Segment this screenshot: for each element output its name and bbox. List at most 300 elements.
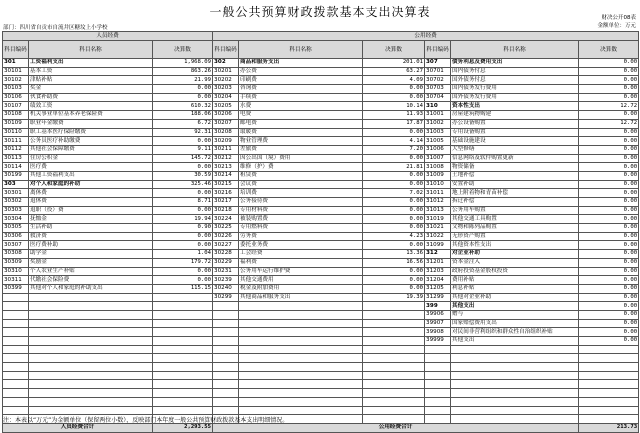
public-other-name-cell (451, 406, 579, 415)
personnel-code-cell (3, 397, 29, 406)
public-goods-amount-cell: 0.00 (363, 241, 425, 250)
personnel-amount-cell (153, 310, 213, 319)
public-goods-code-cell: 30213 (213, 163, 239, 172)
public-goods-code-cell: 30225 (213, 224, 239, 233)
personnel-amount-cell: 145.72 (153, 154, 213, 163)
public-goods-code-cell: 30216 (213, 189, 239, 198)
personnel-name-cell (29, 371, 153, 380)
public-other-code-cell: 31021 (425, 224, 451, 233)
public-goods-code-cell: 30212 (213, 154, 239, 163)
personnel-total-label: 人员经费合计 (3, 423, 153, 432)
personnel-name-cell: 基本工资 (29, 67, 153, 76)
public-goods-name-cell: 电费 (239, 111, 363, 120)
public-goods-name-cell: 商品和服务支出 (239, 59, 363, 68)
personnel-name-cell (29, 319, 153, 328)
public-goods-name-cell (239, 380, 363, 389)
public-goods-name-cell: 租赁费 (239, 171, 363, 180)
public-other-name-cell (451, 389, 579, 398)
public-other-amount-cell: 0.00 (579, 250, 639, 259)
personnel-amount-cell: 0.00 (153, 232, 213, 241)
public-other-name-cell (451, 380, 579, 389)
public-goods-amount-cell (363, 328, 425, 337)
table-row (3, 328, 639, 337)
personnel-code-cell: 30110 (3, 128, 29, 137)
public-goods-amount-cell: 10.14 (363, 102, 425, 111)
public-other-amount-cell: 0.00 (579, 267, 639, 276)
public-goods-code-cell: 30240 (213, 284, 239, 293)
personnel-code-cell: 30199 (3, 171, 29, 180)
public-other-name-cell: 政府投资基金股权投资 (451, 267, 579, 276)
public-goods-amount-cell: 21.81 (363, 163, 425, 172)
personnel-amount-cell: 0.90 (153, 224, 213, 233)
personnel-code-cell: 30111 (3, 137, 29, 146)
public-total-value: 213.73 (579, 423, 639, 432)
public-other-code-cell (425, 415, 451, 424)
personnel-name-cell: 职业年金缴费 (29, 119, 153, 128)
public-other-name-cell: 利息补贴 (451, 284, 579, 293)
public-other-code-cell: 31001 (425, 111, 451, 120)
public-goods-name-cell: 会议费 (239, 180, 363, 189)
public-goods-amount-cell: 7.02 (363, 189, 425, 198)
public-goods-name-cell: 工会经费 (239, 250, 363, 259)
public-other-amount-cell (579, 380, 639, 389)
public-other-amount-cell: 0.00 (579, 241, 639, 250)
public-other-name-cell: 专用设备购置 (451, 128, 579, 137)
code-header: 科目编码 (425, 41, 451, 59)
public-other-code-cell: 31022 (425, 232, 451, 241)
public-goods-amount-cell (363, 302, 425, 311)
public-goods-code-cell: 30207 (213, 119, 239, 128)
personnel-code-cell: 30307 (3, 241, 29, 250)
public-other-name-cell: 国内债务付息 (451, 67, 579, 76)
personnel-header: 人员经费 (3, 32, 213, 41)
public-other-name-cell: 其他对企业补助 (451, 293, 579, 302)
public-goods-code-cell: 30208 (213, 128, 239, 137)
table-row (3, 215, 639, 224)
table-row (3, 241, 639, 250)
public-other-code-cell: 39908 (425, 328, 451, 337)
personnel-name-cell: 其他对个人和家庭的补助支出 (29, 284, 153, 293)
personnel-name-cell: 救济费 (29, 232, 153, 241)
table-row (3, 119, 639, 128)
personnel-code-cell: 30114 (3, 163, 29, 172)
personnel-amount-cell: 19.94 (153, 215, 213, 224)
public-goods-name-cell (239, 354, 363, 363)
public-other-name-cell: 无形资产购置 (451, 232, 579, 241)
public-other-amount-cell (579, 406, 639, 415)
table-row (3, 345, 639, 354)
personnel-name-cell: 生活补助 (29, 224, 153, 233)
public-other-amount-cell: 12.72 (579, 119, 639, 128)
personnel-total-value: 2,293.55 (153, 423, 213, 432)
personnel-code-cell: 30304 (3, 215, 29, 224)
public-goods-name-cell: 委托业务费 (239, 241, 363, 250)
personnel-name-cell: 助学金 (29, 250, 153, 259)
public-goods-amount-cell (363, 337, 425, 346)
personnel-amount-cell: 610.32 (153, 102, 213, 111)
public-goods-name-cell: 公务接待费 (239, 198, 363, 207)
footnote: 注：本表以“万元”为金额单位（保留两位小数），反映部门本年度一般公共预算财政拨款基本支出明细情况。 (3, 417, 289, 424)
public-other-name-cell: 文物和陈列品购置 (451, 224, 579, 233)
public-goods-amount-cell: 4.14 (363, 137, 425, 146)
public-other-amount-cell: 0.00 (579, 319, 639, 328)
public-other-amount-cell: 0.00 (579, 232, 639, 241)
public-other-amount-cell: 0.00 (579, 93, 639, 102)
public-goods-amount-cell: 4.09 (363, 76, 425, 85)
table-row (3, 111, 639, 120)
personnel-code-cell: 30102 (3, 76, 29, 85)
public-other-amount-cell: 0.00 (579, 215, 639, 224)
table-row (3, 76, 639, 85)
public-other-name-cell: 对企业补助 (451, 250, 579, 259)
public-goods-name-cell: 公务用车运行维护费 (239, 267, 363, 276)
personnel-amount-cell: 0.00 (153, 85, 213, 94)
public-other-name-cell (451, 354, 579, 363)
public-goods-amount-cell: 0.00 (363, 206, 425, 215)
public-other-name-cell: 其他支出 (451, 337, 579, 346)
public-other-amount-cell: 0.00 (579, 258, 639, 267)
public-other-name-cell: 拆迁补偿 (451, 198, 579, 207)
public-other-name-cell (451, 371, 579, 380)
personnel-amount-cell: 0.00 (153, 93, 213, 102)
personnel-amount-cell: 30.59 (153, 171, 213, 180)
public-other-amount-cell: 0.00 (579, 189, 639, 198)
personnel-name-cell (29, 363, 153, 372)
public-other-name-cell: 国家赔偿费用支出 (451, 319, 579, 328)
public-other-name-cell: 物资储备 (451, 163, 579, 172)
public-goods-amount-cell: 13.36 (363, 250, 425, 259)
table-row (3, 198, 639, 207)
public-other-amount-cell (579, 389, 639, 398)
table-row (3, 102, 639, 111)
public-goods-name-cell: 福利费 (239, 258, 363, 267)
public-goods-code-cell: 30229 (213, 258, 239, 267)
public-other-amount-cell: 0.00 (579, 337, 639, 346)
public-other-code-cell (425, 354, 451, 363)
section-header-row (3, 32, 639, 41)
personnel-name-cell: 其他工资福利支出 (29, 171, 153, 180)
public-other-code-cell (425, 371, 451, 380)
public-other-amount-cell: 0.00 (579, 59, 639, 68)
personnel-code-cell: 30308 (3, 250, 29, 259)
public-goods-code-cell: 30228 (213, 250, 239, 259)
public-other-code-cell: 30702 (425, 76, 451, 85)
public-other-code-cell: 30703 (425, 85, 451, 94)
personnel-amount-cell (153, 406, 213, 415)
personnel-amount-cell: 6.72 (153, 119, 213, 128)
public-goods-code-cell: 30299 (213, 293, 239, 302)
public-other-amount-cell: 0.00 (579, 111, 639, 120)
public-other-code-cell: 312 (425, 250, 451, 259)
public-other-name-cell: 债务利息及费用支出 (451, 59, 579, 68)
personnel-name-cell: 代缴社会保险费 (29, 276, 153, 285)
table-row (3, 406, 639, 415)
public-other-code-cell: 30701 (425, 67, 451, 76)
personnel-name-cell: 医疗费 (29, 163, 153, 172)
table-row (3, 276, 639, 285)
public-goods-code-cell: 30239 (213, 276, 239, 285)
page-title: 一般公共预算财政拨款基本支出决算表 (209, 5, 431, 19)
public-other-code-cell: 310 (425, 102, 451, 111)
public-goods-code-cell: 30204 (213, 93, 239, 102)
public-other-name-cell (451, 415, 579, 424)
name-header: 科目名称 (451, 41, 579, 59)
public-goods-amount-cell: 0.00 (363, 128, 425, 137)
personnel-name-cell: 公务员医疗补助缴费 (29, 137, 153, 146)
public-other-amount-cell: 0.00 (579, 85, 639, 94)
public-other-code-cell: 31019 (425, 215, 451, 224)
public-other-amount-cell: 0.00 (579, 154, 639, 163)
public-goods-name-cell (239, 319, 363, 328)
public-other-code-cell: 399 (425, 302, 451, 311)
public-goods-code-cell (213, 371, 239, 380)
public-other-amount-cell: 0.00 (579, 284, 639, 293)
personnel-amount-cell: 9.11 (153, 145, 213, 154)
table-row (3, 67, 639, 76)
public-other-code-cell: 31204 (425, 276, 451, 285)
public-goods-amount-cell: 11.93 (363, 111, 425, 120)
personnel-code-cell: 30113 (3, 154, 29, 163)
public-goods-name-cell: 培训费 (239, 189, 363, 198)
public-other-code-cell: 31299 (425, 293, 451, 302)
public-other-name-cell: 办公设备购置 (451, 119, 579, 128)
public-goods-code-cell: 30202 (213, 76, 239, 85)
personnel-name-cell: 其他社会保障缴费 (29, 145, 153, 154)
personnel-name-cell (29, 406, 153, 415)
personnel-amount-cell (153, 293, 213, 302)
public-goods-code-cell (213, 354, 239, 363)
public-goods-name-cell: 因公出国（境）费用 (239, 154, 363, 163)
personnel-amount-cell: 1,968.09 (153, 59, 213, 68)
public-goods-code-cell: 30218 (213, 206, 239, 215)
public-goods-name-cell (239, 406, 363, 415)
public-other-name-cell (451, 397, 579, 406)
public-other-code-cell: 39907 (425, 319, 451, 328)
table-row (3, 310, 639, 319)
public-other-amount-cell: 0.00 (579, 224, 639, 233)
personnel-amount-cell: 21.99 (153, 76, 213, 85)
public-other-name-cell: 基础设施建设 (451, 137, 579, 146)
personnel-name-cell: 伙食补助费 (29, 93, 153, 102)
personnel-amount-cell: 0.00 (153, 276, 213, 285)
table-row (3, 302, 639, 311)
public-other-amount-cell (579, 354, 639, 363)
public-goods-amount-cell: 0.00 (363, 267, 425, 276)
table-row (3, 258, 639, 267)
public-goods-name-cell: 取暖费 (239, 128, 363, 137)
public-goods-name-cell: 印刷费 (239, 76, 363, 85)
personnel-code-cell (3, 371, 29, 380)
amount-header: 决算数 (363, 41, 425, 59)
personnel-amount-cell: 8.71 (153, 198, 213, 207)
table-row (3, 250, 639, 259)
personnel-name-cell (29, 397, 153, 406)
personnel-amount-cell (153, 380, 213, 389)
public-other-code-cell: 31205 (425, 284, 451, 293)
public-goods-amount-cell: 4.23 (363, 232, 425, 241)
public-goods-amount-cell (363, 406, 425, 415)
personnel-code-cell: 30112 (3, 145, 29, 154)
public-goods-amount-cell: 0.00 (363, 154, 425, 163)
public-goods-name-cell: 劳务费 (239, 232, 363, 241)
table-row (3, 363, 639, 372)
personnel-amount-cell (153, 354, 213, 363)
public-goods-name-cell: 被装购置费 (239, 215, 363, 224)
table-row (3, 171, 639, 180)
personnel-name-cell (29, 345, 153, 354)
personnel-amount-cell: 1.04 (153, 250, 213, 259)
totals-row (3, 423, 639, 432)
personnel-name-cell: 对个人和家庭的补助 (29, 180, 153, 189)
personnel-amount-cell: 0.00 (153, 206, 213, 215)
personnel-code-cell: 30108 (3, 111, 29, 120)
public-goods-code-cell (213, 319, 239, 328)
public-goods-name-cell: 专用材料费 (239, 206, 363, 215)
public-other-amount-cell: 0.00 (579, 137, 639, 146)
public-goods-amount-cell: 201.01 (363, 59, 425, 68)
public-goods-code-cell: 30224 (213, 215, 239, 224)
personnel-code-cell: 30309 (3, 258, 29, 267)
public-other-amount-cell: 0.00 (579, 180, 639, 189)
table-row (3, 293, 639, 302)
personnel-code-cell (3, 345, 29, 354)
personnel-name-cell: 津贴补贴 (29, 76, 153, 85)
personnel-amount-cell: 188.06 (153, 111, 213, 120)
public-other-name-cell: 赠与 (451, 310, 579, 319)
personnel-code-cell: 30103 (3, 85, 29, 94)
personnel-code-cell: 30305 (3, 224, 29, 233)
personnel-amount-cell: 0.00 (153, 189, 213, 198)
public-other-amount-cell: 0.00 (579, 293, 639, 302)
table-row (3, 189, 639, 198)
public-goods-code-cell: 30215 (213, 180, 239, 189)
personnel-name-cell (29, 302, 153, 311)
personnel-name-cell (29, 293, 153, 302)
public-other-amount-cell: 0.00 (579, 328, 639, 337)
public-goods-code-cell (213, 310, 239, 319)
amount-header: 决算数 (153, 41, 213, 59)
personnel-name-cell (29, 337, 153, 346)
public-other-code-cell: 31009 (425, 171, 451, 180)
public-other-name-cell: 对民间非营利组织和群众性自治组织补贴 (451, 328, 579, 337)
public-other-name-cell: 公务用车购置 (451, 206, 579, 215)
public-other-amount-cell: 0.00 (579, 302, 639, 311)
public-goods-name-cell (239, 302, 363, 311)
public-goods-amount-cell: 63.27 (363, 67, 425, 76)
personnel-amount-cell (153, 371, 213, 380)
public-goods-amount-cell: 0.00 (363, 85, 425, 94)
personnel-code-cell (3, 406, 29, 415)
public-other-code-cell (425, 389, 451, 398)
personnel-name-cell (29, 328, 153, 337)
personnel-code-cell (3, 328, 29, 337)
department-label: 部门：四川省自贡市自流井区糖坟上小学校 (3, 25, 108, 31)
personnel-amount-cell: 115.15 (153, 284, 213, 293)
public-other-name-cell: 其他资本性支出 (451, 241, 579, 250)
table-row (3, 354, 639, 363)
public-goods-code-cell: 30231 (213, 267, 239, 276)
public-other-amount-cell: 0.00 (579, 198, 639, 207)
public-other-amount-cell (579, 397, 639, 406)
personnel-name-cell: 离休费 (29, 189, 153, 198)
public-other-name-cell: 信息网络及软件购置更新 (451, 154, 579, 163)
public-goods-amount-cell (363, 354, 425, 363)
public-goods-code-cell: 302 (213, 59, 239, 68)
public-goods-amount-cell (363, 371, 425, 380)
public-other-code-cell: 31012 (425, 198, 451, 207)
public-goods-amount-cell (363, 345, 425, 354)
public-goods-amount-cell: 0.00 (363, 180, 425, 189)
personnel-code-cell: 30311 (3, 276, 29, 285)
personnel-code-cell: 30301 (3, 189, 29, 198)
public-goods-amount-cell: 0.00 (363, 284, 425, 293)
public-goods-amount-cell: 17.87 (363, 119, 425, 128)
personnel-code-cell: 30306 (3, 232, 29, 241)
personnel-code-cell: 30303 (3, 206, 29, 215)
code-header: 科目编码 (3, 41, 29, 59)
public-other-amount-cell (579, 415, 639, 424)
public-goods-code-cell (213, 397, 239, 406)
public-goods-name-cell: 咨询费 (239, 85, 363, 94)
expenditure-table (2, 31, 639, 433)
public-goods-code-cell (213, 389, 239, 398)
public-other-code-cell (425, 363, 451, 372)
public-other-name-cell: 资本金注入 (451, 258, 579, 267)
personnel-name-cell: 退职（役）费 (29, 206, 153, 215)
public-other-code-cell: 39906 (425, 310, 451, 319)
public-goods-name-cell: 税金及附加费用 (239, 284, 363, 293)
personnel-code-cell (3, 363, 29, 372)
public-goods-code-cell (213, 406, 239, 415)
personnel-code-cell (3, 310, 29, 319)
public-goods-code-cell: 30227 (213, 241, 239, 250)
name-header: 科目名称 (29, 41, 153, 59)
personnel-amount-cell (153, 345, 213, 354)
public-other-name-cell: 安置补助 (451, 180, 579, 189)
table-row (3, 389, 639, 398)
table-row (3, 267, 639, 276)
personnel-code-cell (3, 389, 29, 398)
public-other-amount-cell (579, 371, 639, 380)
public-other-amount-cell: 0.00 (579, 171, 639, 180)
personnel-amount-cell: 92.31 (153, 128, 213, 137)
code-header: 科目编码 (213, 41, 239, 59)
personnel-name-cell (29, 380, 153, 389)
public-other-code-cell: 31011 (425, 189, 451, 198)
public-goods-code-cell: 30209 (213, 137, 239, 146)
public-other-name-cell: 国内债务发行费用 (451, 85, 579, 94)
personnel-code-cell: 301 (3, 59, 29, 68)
public-goods-amount-cell: 0.00 (363, 198, 425, 207)
table-row (3, 163, 639, 172)
table-row (3, 93, 639, 102)
public-goods-name-cell (239, 328, 363, 337)
personnel-code-cell: 303 (3, 180, 29, 189)
personnel-code-cell: 30302 (3, 198, 29, 207)
public-other-code-cell: 31008 (425, 163, 451, 172)
public-other-name-cell: 费用补贴 (451, 276, 579, 285)
public-goods-code-cell: 30211 (213, 145, 239, 154)
personnel-name-cell: 抚恤金 (29, 215, 153, 224)
table-row (3, 85, 639, 94)
personnel-name-cell: 工资福利支出 (29, 59, 153, 68)
table-row (3, 224, 639, 233)
public-goods-name-cell: 办公费 (239, 67, 363, 76)
public-goods-name-cell (239, 371, 363, 380)
personnel-name-cell: 医疗费补助 (29, 241, 153, 250)
public-goods-amount-cell: 0.00 (363, 276, 425, 285)
table-row (3, 59, 639, 68)
